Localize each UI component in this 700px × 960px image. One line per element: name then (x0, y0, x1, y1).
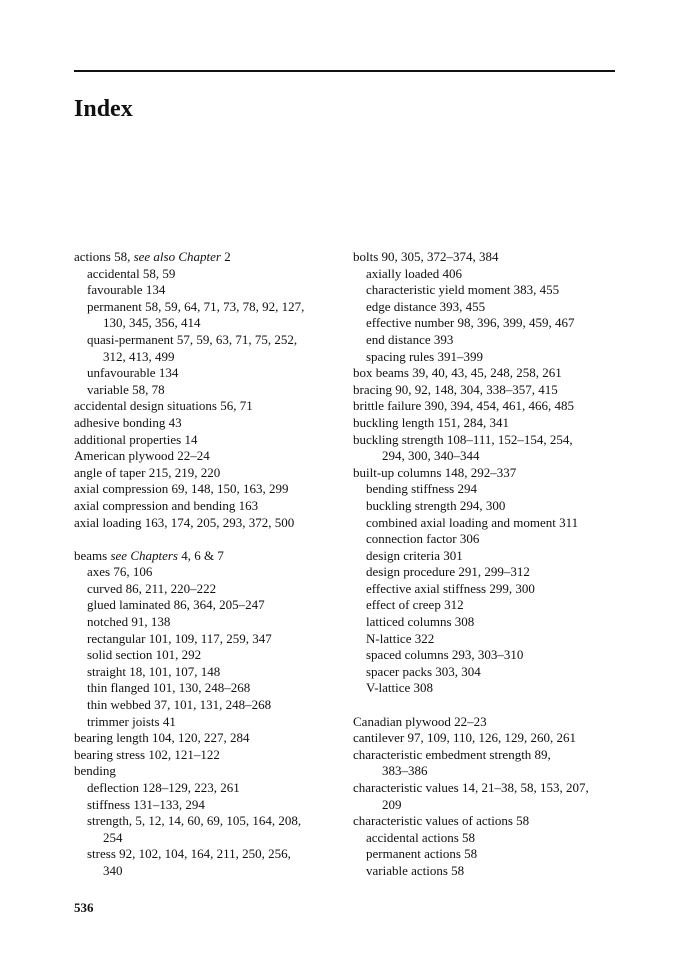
index-subentry (353, 564, 623, 581)
index-column-right (353, 249, 623, 880)
index-entry (74, 763, 344, 780)
entry-text: axial loading 163, 174, 205, 293, 372, 500 (74, 514, 295, 530)
entry-text: end distance 393 (366, 331, 454, 347)
index-entry (74, 515, 344, 532)
entry-text: characteristic values of actions 58 (353, 813, 530, 829)
entry-text: design procedure 291, 299–312 (366, 564, 530, 580)
entry-text: axial compression and bending 163 (74, 497, 259, 513)
index-subentry (74, 664, 344, 681)
entry-text: quasi-permanent 57, 59, 63, 71, 75, 252, (87, 331, 298, 347)
entry-text: characteristic yield moment 383, 455 (366, 282, 560, 298)
index-subentry (74, 714, 344, 731)
index-entry (353, 714, 623, 731)
index-continuation (74, 315, 344, 332)
index-subentry (74, 382, 344, 399)
entry-text: permanent 58, 59, 64, 71, 73, 78, 92, 127, (87, 298, 305, 314)
entry-text: axially loaded 406 (366, 265, 463, 281)
index-subentry (74, 299, 344, 316)
entry-text: effective number 98, 396, 399, 459, 467 (366, 315, 575, 331)
index-entry (74, 398, 344, 415)
entry-text: solid section 101, 292 (87, 647, 202, 663)
entry-text: American plywood 22–24 (74, 448, 210, 464)
entry-text: variable 58, 78 (87, 381, 165, 397)
entry-text: accidental 58, 59 (87, 265, 176, 281)
entry-text: 209 (382, 796, 402, 812)
index-subentry (353, 282, 623, 299)
entry-text: box beams 39, 40, 43, 45, 248, 258, 261 (353, 365, 562, 381)
index-subentry (353, 548, 623, 565)
index-subentry (74, 780, 344, 797)
entry-text: bending (74, 763, 116, 779)
entry-text: spaced columns 293, 303–310 (366, 647, 524, 663)
index-subentry (353, 631, 623, 648)
index-subentry (353, 481, 623, 498)
index-entry (74, 465, 344, 482)
entry-text: axial compression 69, 148, 150, 163, 299 (74, 481, 289, 497)
index-subentry (353, 266, 623, 283)
index-entry (353, 747, 623, 764)
entry-text: bolts 90, 305, 372–374, 384 (353, 249, 499, 264)
entry-text: permanent actions 58 (366, 846, 478, 862)
index-entry (353, 398, 623, 415)
index-entry (353, 382, 623, 399)
index-entry (353, 813, 623, 830)
index-entry (74, 481, 344, 498)
entry-text: adhesive bonding 43 (74, 414, 182, 430)
index-subentry (74, 846, 344, 863)
index-continuation (74, 863, 344, 880)
cross-reference: see Chapters (110, 547, 178, 563)
entry-text: beams (74, 547, 111, 563)
entry-text: bearing length 104, 120, 227, 284 (74, 730, 250, 746)
blank-line (74, 531, 344, 548)
index-entry (74, 448, 344, 465)
entry-text: bending stiffness 294 (366, 481, 477, 497)
index-entry (74, 730, 344, 747)
entry-text: stress 92, 102, 104, 164, 211, 250, 256, (87, 846, 291, 862)
index-continuation (353, 448, 623, 465)
entry-text: accidental actions 58 (366, 829, 476, 845)
entry-text: thin webbed 37, 101, 131, 248–268 (87, 697, 272, 713)
entry-text: notched 91, 138 (87, 614, 171, 630)
index-subentry (353, 498, 623, 515)
index-subentry (353, 614, 623, 631)
entry-text: additional properties 14 (74, 431, 198, 447)
page-number: 536 (74, 900, 94, 915)
index-entry (74, 415, 344, 432)
entry-text: variable actions 58 (366, 862, 465, 878)
index-subentry (74, 631, 344, 648)
index-subentry (353, 349, 623, 366)
index-continuation (353, 763, 623, 780)
entry-text: brittle failure 390, 394, 454, 461, 466, 485 (353, 398, 574, 414)
entry-text: latticed columns 308 (366, 614, 475, 630)
entry-text: angle of taper 215, 219, 220 (74, 464, 221, 480)
entry-text: N-lattice 322 (366, 630, 435, 646)
index-entry (353, 432, 623, 449)
entry-text: built-up columns 148, 292–337 (353, 464, 517, 480)
entry-text: Canadian plywood 22–23 (353, 713, 487, 729)
entry-text: cantilever 97, 109, 110, 126, 129, 260, 261 (353, 730, 577, 746)
entry-text: spacer packs 303, 304 (366, 663, 481, 679)
index-subentry (353, 846, 623, 863)
entry-text: 294, 300, 340–344 (382, 448, 480, 464)
index-entry (74, 249, 344, 266)
entry-text: design criteria 301 (366, 547, 463, 563)
header-rule (74, 70, 615, 72)
index-subentry (353, 597, 623, 614)
entry-text: unfavourable 134 (87, 365, 179, 381)
entry-text: 4, 6 & 7 (178, 547, 224, 563)
entry-text: 312, 413, 499 (103, 348, 175, 364)
index-entry (353, 415, 623, 432)
index-entry (353, 249, 623, 266)
entry-text: favourable 134 (87, 282, 166, 298)
entry-text: curved 86, 211, 220–222 (87, 580, 217, 596)
page-title: Index (74, 96, 133, 122)
entry-text: effective axial stiffness 299, 300 (366, 580, 535, 596)
entry-text: characteristic values 14, 21–38, 58, 153, 207, (353, 780, 589, 795)
entry-text: accidental design situations 56, 71 (74, 398, 253, 414)
entry-text: buckling strength 294, 300 (366, 497, 506, 513)
index-subentry (74, 797, 344, 814)
entry-text: characteristic embedment strength 89, (353, 746, 551, 762)
index-subentry (353, 299, 623, 316)
entry-text: actions 58, (74, 249, 134, 264)
index-entry (74, 432, 344, 449)
index-subentry (353, 581, 623, 598)
index-subentry (353, 680, 623, 697)
index-entry (353, 365, 623, 382)
index-subentry (74, 564, 344, 581)
entry-text: buckling strength 108–111, 152–154, 254, (353, 431, 573, 447)
entry-text: 254 (103, 829, 123, 845)
index-subentry (74, 680, 344, 697)
index-subentry (353, 315, 623, 332)
index-entry (353, 730, 623, 747)
index-continuation (74, 349, 344, 366)
entry-text: buckling length 151, 284, 341 (353, 414, 509, 430)
entry-text: bearing stress 102, 121–122 (74, 746, 220, 762)
entry-text: 130, 345, 356, 414 (103, 315, 201, 331)
entry-text: glued laminated 86, 364, 205–247 (87, 597, 265, 613)
entry-text: V-lattice 308 (366, 680, 434, 696)
index-subentry (353, 863, 623, 880)
index-continuation (74, 830, 344, 847)
entry-text: connection factor 306 (366, 531, 480, 547)
index-subentry (353, 830, 623, 847)
index-subentry (74, 581, 344, 598)
entry-text: rectangular 101, 109, 117, 259, 347 (87, 630, 272, 646)
blank-line (353, 697, 623, 714)
entry-text: spacing rules 391–399 (366, 348, 483, 364)
index-subentry (353, 531, 623, 548)
entry-text: straight 18, 101, 107, 148 (87, 663, 221, 679)
entry-text: deflection 128–129, 223, 261 (87, 780, 240, 795)
index-entry (74, 747, 344, 764)
entry-text: combined axial loading and moment 311 (366, 514, 579, 530)
entry-text: edge distance 393, 455 (366, 298, 486, 314)
index-entry (353, 780, 623, 797)
index-subentry (74, 365, 344, 382)
entry-text: thin flanged 101, 130, 248–268 (87, 680, 251, 696)
index-subentry (353, 332, 623, 349)
index-entry (74, 498, 344, 515)
entry-text: bracing 90, 92, 148, 304, 338–357, 415 (353, 381, 558, 397)
entry-text: 340 (103, 862, 123, 878)
index-subentry (353, 664, 623, 681)
index-subentry (74, 697, 344, 714)
index-continuation (353, 797, 623, 814)
entry-text: 383–386 (382, 763, 428, 779)
index-subentry (74, 266, 344, 283)
index-subentry (74, 647, 344, 664)
index-entry (74, 548, 344, 565)
entry-text: trimmer joists 41 (87, 713, 176, 729)
index-subentry (74, 282, 344, 299)
index-entry (353, 465, 623, 482)
cross-reference: see also Chapter (133, 249, 221, 264)
entry-text: effect of creep 312 (366, 597, 464, 613)
entry-text: strength, 5, 12, 14, 60, 69, 105, 164, 208, (87, 813, 302, 829)
index-column-left (74, 249, 344, 880)
index-subentry (74, 614, 344, 631)
index-subentry (74, 332, 344, 349)
index-subentry (74, 813, 344, 830)
index-subentry (353, 647, 623, 664)
entry-text: 2 (220, 249, 231, 264)
index-subentry (74, 597, 344, 614)
entry-text: axes 76, 106 (87, 564, 153, 580)
index-subentry (353, 515, 623, 532)
entry-text: stiffness 131–133, 294 (87, 796, 205, 812)
